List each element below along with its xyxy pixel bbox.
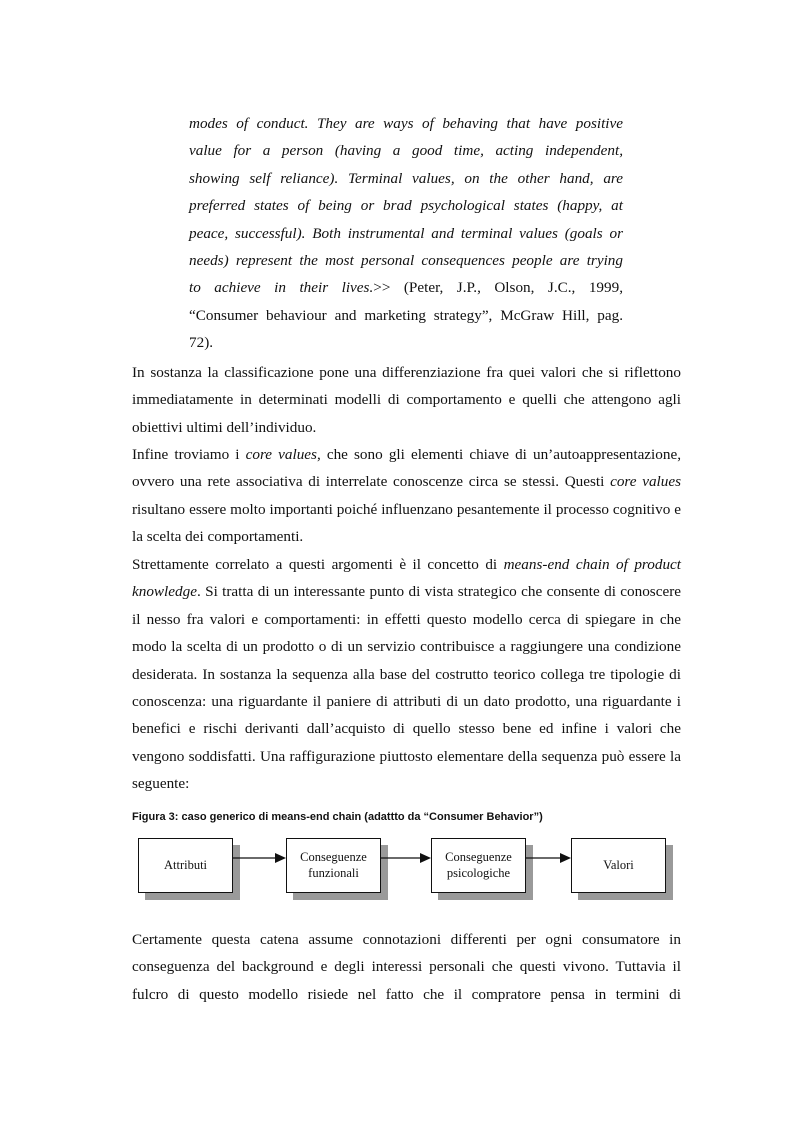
quote-line-7: to achieve in their lives.>> (Peter, J.P., Olson, J.C., 1999,: [189, 279, 623, 297]
quote-line-5: peace, successful). Both instrumental and terminal values (goals or: [189, 224, 623, 242]
arrow-3-icon: [526, 852, 573, 864]
means-end-chain-diagram: [138, 838, 678, 908]
quote-line-3: showing self reliance). Terminal values, on the other hand, are: [189, 169, 623, 187]
box-conseguenze-psicologiche: Conseguenze psicologiche: [431, 838, 526, 893]
quote-line-6: needs) represent the most personal consequences people are trying: [189, 252, 623, 270]
arrow-2-icon: [381, 852, 433, 864]
paragraph-2: [132, 441, 681, 551]
figure-caption: Figura 3: caso generico di means-end chain (adattto da “Consumer Behavior”): [132, 811, 543, 823]
paragraph-3-text: Strettamente correlato a questi argomenti è il concetto di means-end chain of product knowledge. Si tratta di un interessante punto di vista strategico che consente di conoscere il nesso fra valori e comportamenti: in effetti questo modello cerca di spiegare in che modo la scelta di un prodotto o di un servizio contribuisce a raggiungere una condizione desiderata. In sostanza la sequenza alla base del costrutto teorico collega tre tipologie di conoscenza: una riguardante il paniere di attributi di un dato prodotto, una riguardante i benefici e rischi derivanti dall’acquisto di quello stesso bene ed infine i valori che vengono soddisfatti. Una raffigurazione piuttosto elementare della sequenza può essere la seguente:: [132, 556, 681, 793]
box-conseguenze-funzionali: Conseguenze funzionali: [286, 838, 381, 893]
quote-line-4: preferred states of being or brad psychological states (happy, at: [189, 197, 623, 215]
paragraph-1: [132, 359, 681, 441]
quote-line-2: value for a person (having a good time, acting independent,: [189, 142, 623, 160]
quote-line-9: 72).: [189, 334, 214, 352]
paragraph-2-text: Infine troviamo i core values, che sono gli elementi chiave di un’autoappresentazione, ovvero una rete associativa di interrelate conoscenze circa se stessi. Questi core values risultano essere molto importanti poiché influenzano pesantemente il processo cognitivo e la scelta dei comportamenti.: [132, 446, 681, 546]
box-attributi: Attributi: [138, 838, 233, 893]
quote-line-8: “Consumer behaviour and marketing strategy”, McGraw Hill, pag.: [189, 306, 623, 324]
paragraph-1-text: In sostanza la classificazione pone una differenziazione fra quei valori che si riflettono immediatamente in determinati modelli di comportamento e quelli che attengono agli obiettivi ultimi dell’individuo.: [132, 364, 681, 436]
block-quote: [189, 110, 623, 357]
paragraph-3: [132, 551, 681, 798]
paragraph-4-text: Certamente questa catena assume connotazioni differenti per ogni consumatore in conseguenza del background e degli interessi personali che questi vivono. Tuttavia il fulcro di questo modello risiede nel fatto che il compratore pensa in termini di: [132, 931, 681, 1003]
paragraph-4: [132, 926, 681, 1008]
arrow-1-icon: [233, 852, 288, 864]
box-valori: Valori: [571, 838, 666, 893]
quote-line-1: modes of conduct. They are ways of behaving that have positive: [189, 115, 623, 132]
